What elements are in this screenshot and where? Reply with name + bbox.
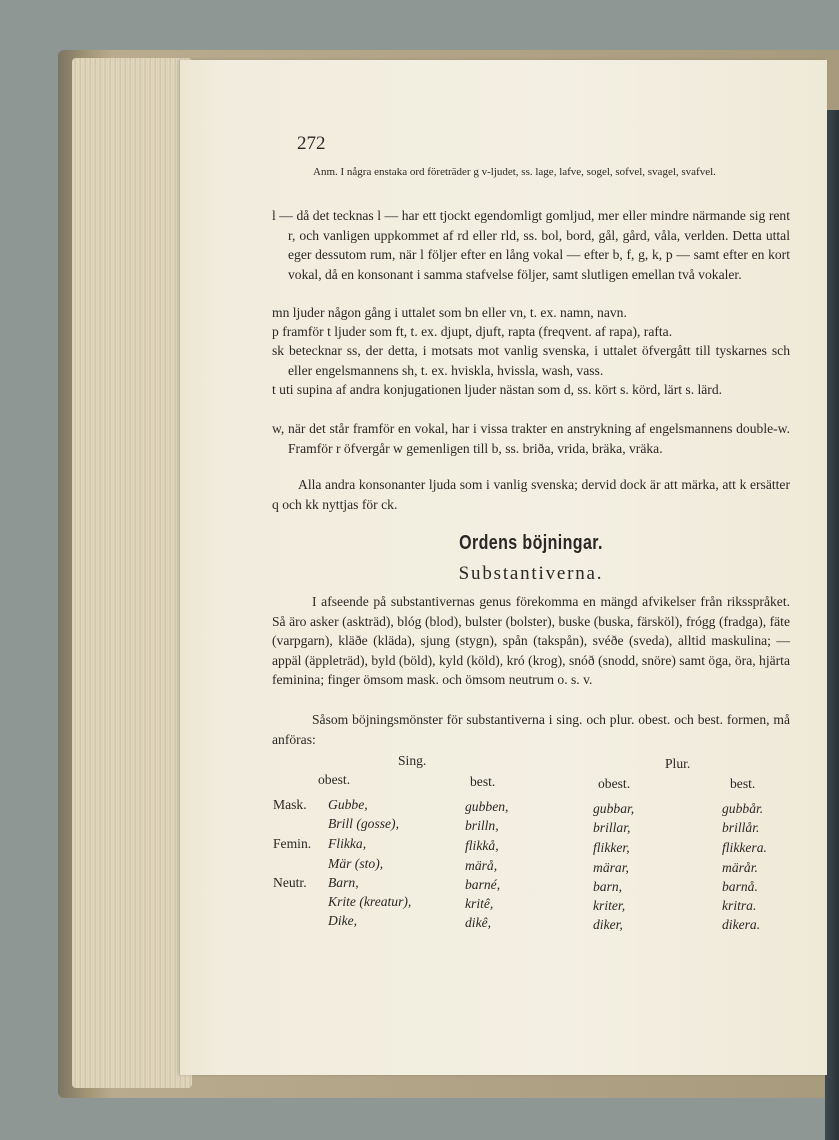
gender-label: Neutr. xyxy=(273,875,307,890)
page-number: 272 xyxy=(297,133,326,154)
table-sing-header: Sing. xyxy=(398,753,427,768)
table-cell: Flikka, xyxy=(328,836,367,851)
table-cell: flikkera. xyxy=(722,840,767,855)
table-cell: kriter, xyxy=(593,898,626,913)
table-cell: gubben, xyxy=(465,799,509,814)
table-cell: Krite (kreatur), xyxy=(328,894,412,909)
table-cell: kritê, xyxy=(465,896,494,911)
table-cell: Dike, xyxy=(328,913,358,928)
col-header: best. xyxy=(730,776,756,791)
table-cell: barn, xyxy=(593,879,623,894)
col-header: obest. xyxy=(318,772,351,787)
table-cell: dikera. xyxy=(722,917,761,932)
section-heading: Ordens böjningar. xyxy=(459,532,603,554)
genus-paragraph: I afseende på substantivernas genus förekomma en mängd afvikelser från riksspråket. Så äro asker (askträd), blóg (blod), bulster (bolster), buske (buska, färsköl), frógg (fradga), fäte (varpgarn), kläðe (kläda), sjung (stygn), spån (takspån), svéðe (sveda), alltid maskulina; — appäl (äppleträd), byld (böld), kyld (köld), kró (krog), snóð (snodd, snöre) samt öga, öra, hjärta feminina; finger ömsom mask. och ömsom neutrum o. s. v. xyxy=(272,594,790,687)
table-cell: märår. xyxy=(722,860,758,875)
table-cell: flikker, xyxy=(593,840,630,855)
table-cell: märar, xyxy=(593,860,629,875)
table-cell: märå, xyxy=(465,858,498,873)
entry-t: t uti supina af andra konjugationen ljuder nästan som d, ss. kört s. körd, lärt s. lärd. xyxy=(272,382,723,397)
gender-label: Femin. xyxy=(273,836,312,851)
table-plur-header: Plur. xyxy=(665,756,691,771)
col-header: best. xyxy=(470,774,496,789)
entry-sk: sk betecknar ss, der detta, i motsats mot vanlig svenska, i uttalet öfvergått till tyskarnes sch eller engelsmannens sh, t. ex. hviskla, hvissla, wash, vass. xyxy=(272,343,790,378)
table-cell: Barn, xyxy=(328,875,359,890)
table-cell: Brill (gosse), xyxy=(328,816,399,831)
table-cell: Gubbe, xyxy=(328,797,368,812)
col-header: obest. xyxy=(598,776,631,791)
table-cell: brillar, xyxy=(593,820,631,835)
entry-mn: mn ljuder någon gång i uttalet som bn eller vn, t. ex. namn, navn. xyxy=(272,305,627,320)
table-cell: dikê, xyxy=(465,915,492,930)
paradigm-intro: Såsom böjningsmönster för substantiverna i sing. och plur. obest. och best. formen, må anföras: xyxy=(272,712,790,747)
table-cell: Mär (sto), xyxy=(328,856,384,871)
table-cell: kritra. xyxy=(722,898,757,913)
table-cell: barné, xyxy=(465,877,501,892)
table-cell: gubbår. xyxy=(722,801,764,816)
entry-w: w, när det står framför en vokal, har i vissa trakter en anstrykning af engelsmannens double-w. Framför r öfvergår w gemenligen till b, ss. briða, vrida, bräka, vräka. xyxy=(272,421,790,456)
section-subheading: Substantiverna. xyxy=(458,563,604,584)
gender-label: Mask. xyxy=(273,797,307,812)
table-cell: brillår. xyxy=(722,820,760,835)
table-cell: barnå. xyxy=(722,879,758,894)
entry-p: p framför t ljuder som ft, t. ex. djupt, djuft, rapta (freqvent. af rapa), rafta. xyxy=(272,324,673,339)
closing-paragraph: Alla andra konsonanter ljuda som i vanlig svenska; dervid dock är att märka, att k ersätter q och kk nyttjas för ck. xyxy=(272,477,790,512)
table-cell: flikkå, xyxy=(465,838,499,853)
entry-l: l — då det tecknas l — har ett tjockt egendomligt gomljud, mer eller mindre närmande sig rent r, och vanligen uppkommet af rd eller rld, ss. bol, bord, gål, gård, våla, verlden. Detta uttal eger dessutom rum, när l följer efter en lång vokal — efter b, f, g, k, p — samt efter en kort vokal, då en konsonant i samma stafvelse följer, samt slutligen emellan två vokaler. xyxy=(272,208,790,282)
footnote: Anm. I några enstaka ord företräder g v-ljudet, ss. lage, lafve, sogel, sofvel, svagel, svafvel. xyxy=(313,166,716,178)
table-cell: diker, xyxy=(593,917,623,932)
table-cell: gubbar, xyxy=(593,801,635,816)
table-cell: brilln, xyxy=(465,818,499,833)
